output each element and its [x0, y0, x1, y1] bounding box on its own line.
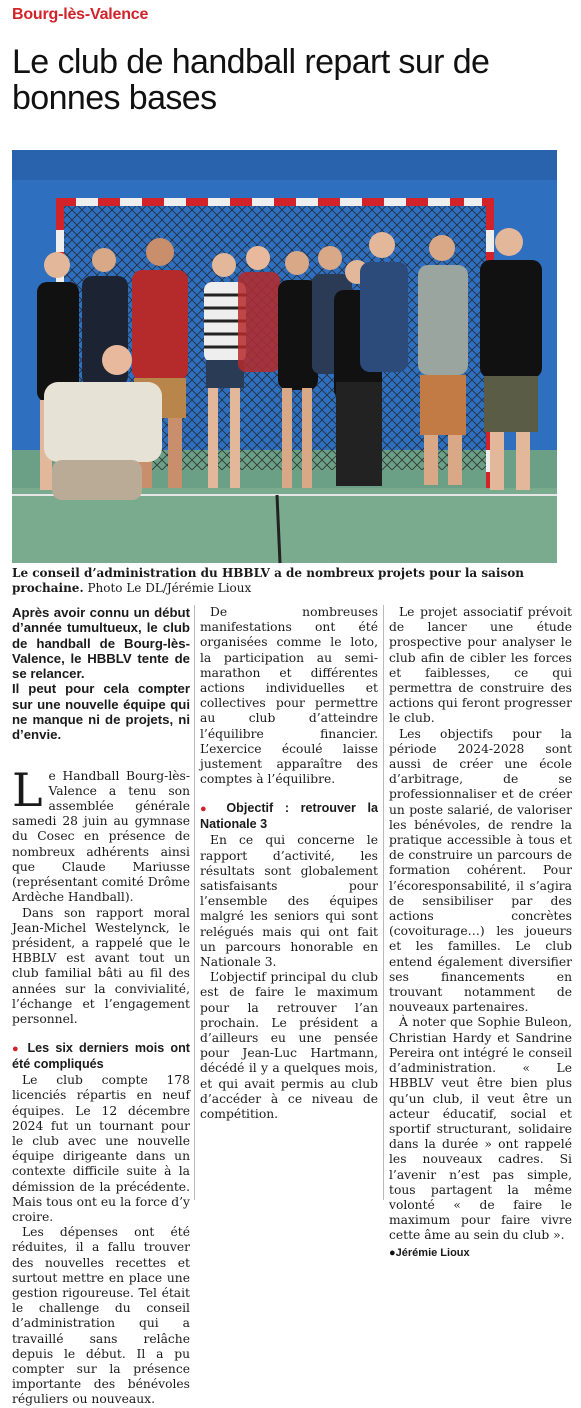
column-1	[12, 605, 190, 1408]
body-paragraph: À noter que Sophie Buleon, Christian Hardy et Sandrine Pereira ont intégré le conseil d’administration. « Le HBBLV veut être bien plus qu’un club, il veut être un acteur éducatif, social et sportif structurant, solidaire dans la durée » ont rappelé les nouveaux cadres. Si l’avenir n’est pas simple, tous partagent la même volonté « de faire le maximum pour faire vivre cette âme au sein du club ».	[389, 1015, 572, 1243]
article-photo	[12, 150, 557, 563]
article-body	[12, 605, 572, 1407]
lead-paragraph: Il peut pour cela compter sur une nouvelle équipe qui ne manque ni de projets, ni d’envie.	[12, 681, 190, 743]
column-3	[389, 605, 572, 1261]
body-paragraph: L’objectif principal du club est de faire le maximum pour la retrouver l’an prochain. Le président a d’ailleurs eu une pensée pour Jean-Luc Hartmann, décédé il y a quelques mois, et qui avait permis au club d’accéder à ce niveau de compétition.	[200, 970, 378, 1122]
lead-paragraph: Après avoir connu un début d’année tumultueux, le club de handball de Bourg-lès-Valence, le HBBLV tente de se relancer.	[12, 605, 190, 682]
bullet-icon: ●	[12, 1043, 22, 1056]
drop-cap: L	[12, 762, 43, 817]
subheading: ● Les six derniers mois ont été compliqués	[12, 1041, 190, 1071]
body-paragraph: Les objectifs pour la période 2024-2028 sont aussi de créer une école d’arbitrage, de se professionnaliser et de créer un poste salarié, de valoriser les bénévoles, de rendre la pratique accessible à tous et de construire un parcours de formation cohérent. Pour l’écoresponsabilité, il s’agira de sensibiliser par des actions concrètes (covoiturage…) les joueurs et les familles. Le club entend également diversifier ses financements en trouvant notamment de nouveaux partenaires.	[389, 726, 572, 1015]
body-paragraph: e Handball Bourg-lès-Valence a tenu son assemblée générale samedi 28 juin au gymnase du Cosec en présence de nombreux adhérents ainsi que Claude Mariusse (représentant comité Drôme Ardèche Handball).	[12, 768, 190, 905]
bullet-icon: ●	[200, 803, 215, 816]
photo-credit: Photo Le DL/Jérémie Lioux	[87, 581, 252, 595]
article-lead	[12, 605, 190, 743]
subheading: ● Objectif : retrouver la Nationale 3	[200, 801, 378, 831]
body-paragraph: Dans son rapport moral Jean-Michel Westelynck, le président, a rappelé que le HBBLV est avant tout un club familial bâti au fil des années sur la convivialité, l’échange et l’engagement personnel.	[12, 905, 190, 1026]
author-signature: ●Jérémie Lioux	[389, 1246, 470, 1259]
caption-text: Le conseil d’administration du HBBLV a de nombreux projets pour la saison prochaine.	[12, 566, 524, 595]
body-paragraph: Les dépenses ont été réduites, il a fallu trouver des nouvelles recettes et surtout mettre en place une gestion rigoureuse. Tel était le challenge du conseil d’administration qui a travaillé sans relâche depuis le début. Il a pu compter sur la présence importante des bénévoles réguliers ou nouveaux.	[12, 1225, 190, 1407]
body-paragraph: Le club compte 178 licenciés répartis en neuf équipes. Le 12 décembre 2024 fut un tournant pour le club avec une nouvelle équipe dirigeante dans un contexte difficile suite à la démission de la précédente. Mais tous ont eu la force d’y croire.	[12, 1073, 190, 1224]
column-2	[200, 605, 378, 1122]
body-paragraph: Le projet associatif prévoit de lancer une étude prospective pour analyser le club afin de cibler les forces et faiblesses, ce qui permettra de construire des actions qui feront progresser le club.	[389, 605, 572, 726]
body-paragraph: En ce qui concerne le rapport d’activité, les résultats sont globalement satisfaisants pour l’ensemble des équipes malgré les seniors qui sont relégués mais qui ont fait un parcours honorable en Nationale 3.	[200, 833, 378, 970]
section-kicker: Bourg-lès-Valence	[12, 6, 149, 23]
photo-caption	[12, 566, 560, 596]
body-paragraph: De nombreuses manifestations ont été organisées comme le loto, la participation au semi-marathon et différentes actions individuelles et collectives pour permettre au club d’atteindre l’équilibre financier. L’exercice écoulé laisse justement apparaître des comptes à l’équilibre.	[200, 605, 378, 787]
article-headline: Le club de handball repart sur de bonnes bases	[12, 43, 490, 117]
